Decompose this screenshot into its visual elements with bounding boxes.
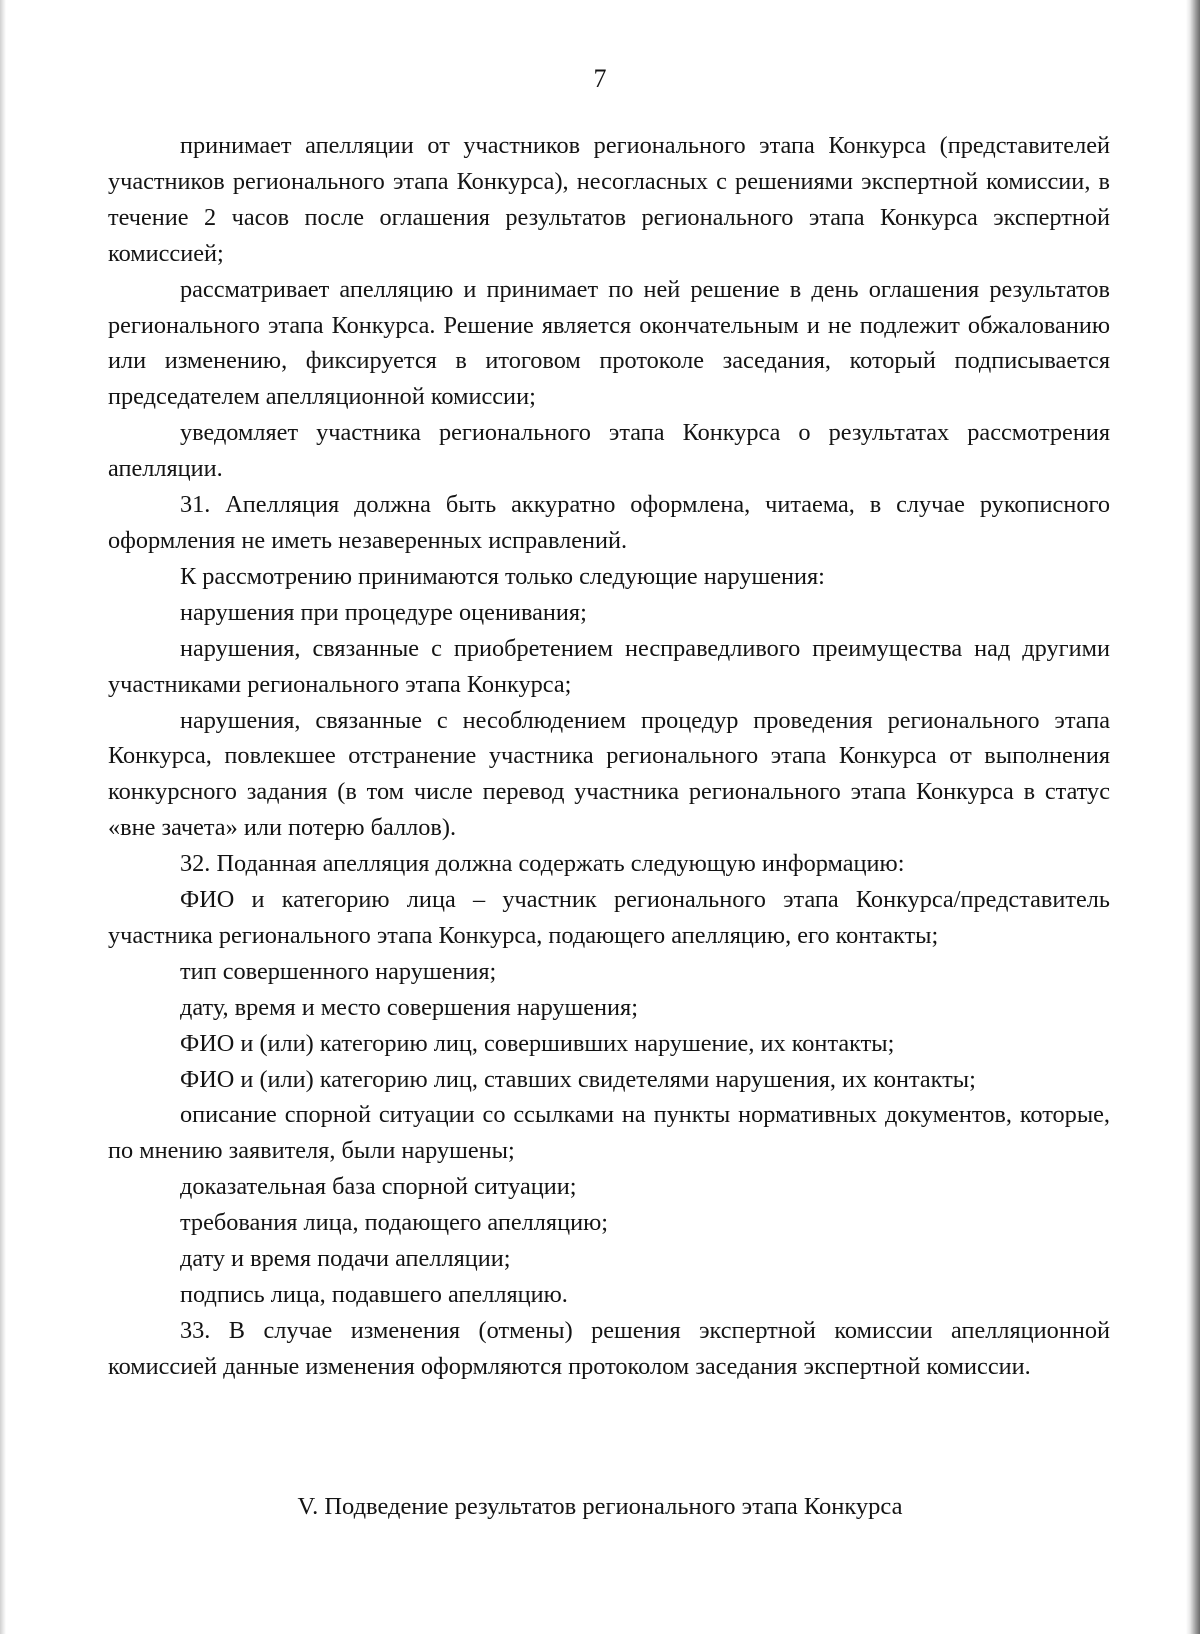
list-item-appeal-content: требования лица, подающего апелляцию;	[180, 1209, 609, 1237]
list-item-violation: нарушения, связанные с несоблюдением процедур проведения регионального этапа Конкурса, повлекшее отстранение участника регионального этапа Конкурса от выполнения конкурсного задания (в том числе перевод участника регионального этапа Конкурса в статус «вне зачета» или потерю баллов).	[108, 706, 1110, 842]
paragraph-item-31: 31. Апелляция должна быть аккуратно оформлена, читаема, в случае рукописного оформления не иметь незаверенных исправлений.	[108, 491, 1110, 554]
list-item-appeal-content: дату и время подачи апелляции;	[180, 1245, 511, 1273]
paragraph-notify-participant: уведомляет участника регионального этапа Конкурса о результатах рассмотрения апелляции.	[108, 419, 1110, 483]
scan-edge-left	[0, 0, 6, 1634]
list-item-appeal-content: тип совершенного нарушения;	[180, 957, 497, 985]
section-heading: V. Подведение результатов регионального этапа Конкурса	[297, 1493, 903, 1520]
list-item-appeal-content: описание спорной ситуации со ссылками на пункты нормативных документов, которые, по мнению заявителя, были нарушены;	[108, 1101, 1110, 1165]
list-item-appeal-content: ФИО и (или) категорию лиц, ставших свидетелями нарушения, их контакты;	[180, 1065, 976, 1093]
paragraph-violations-intro: К рассмотрению принимаются только следующие нарушения:	[180, 562, 825, 590]
paragraph-item-33: 33. В случае изменения (отмены) решения экспертной комиссии апелляционной комиссией данные изменения оформляются протоколом заседания экспертной комиссии.	[108, 1316, 1110, 1380]
paragraph-appeal-review: рассматривает апелляцию и принимает по ней решение в день оглашения результатов регионального этапа Конкурса. Решение является окончательным и не подлежит обжалованию или изменению, фиксируется в итоговом протоколе заседания, который подписывается председателем апелляционной комиссии;	[108, 275, 1110, 411]
list-item-appeal-content: ФИО и категорию лица – участник регионального этапа Конкурса/представитель участника регионального этапа Конкурса, подающего апелляцию, его контакты;	[108, 886, 1110, 949]
page-number: 7	[593, 64, 607, 93]
scan-edge-right	[1186, 0, 1200, 1634]
paragraph-appeals-acceptance: принимает апелляции от участников регионального этапа Конкурса (представителей участников регионального этапа Конкурса), несогласных с решениями экспертной комиссии, в течение 2 часов после оглашения результатов регионального этапа Конкурса экспертной комиссией;	[108, 132, 1110, 267]
list-item-violation: нарушения при процедуре оценивания;	[180, 598, 587, 626]
document-body	[108, 128, 1110, 1385]
list-item-appeal-content: дату, время и место совершения нарушения;	[180, 993, 638, 1021]
list-item-appeal-content: доказательная база спорной ситуации;	[180, 1173, 577, 1201]
list-item-violation: нарушения, связанные с приобретением несправедливого преимущества над другими участниками регионального этапа Конкурса;	[108, 634, 1110, 698]
paragraph-item-32: 32. Поданная апелляция должна содержать следующую информацию:	[180, 850, 905, 878]
list-item-appeal-content: ФИО и (или) категорию лиц, совершивших нарушение, их контакты;	[180, 1029, 895, 1057]
list-item-appeal-content: подпись лица, подавшего апелляцию.	[180, 1281, 568, 1308]
